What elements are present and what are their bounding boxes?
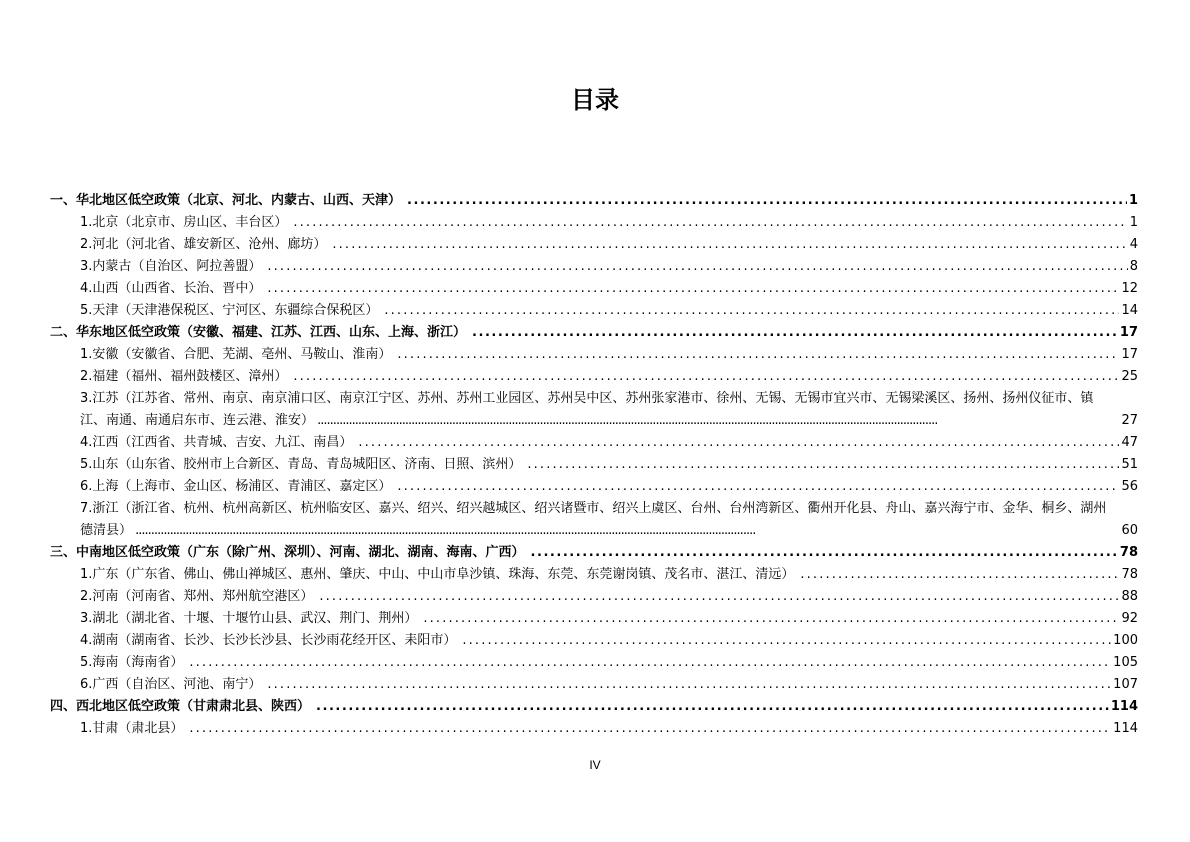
toc-section-entry[interactable] — [50, 190, 1138, 212]
toc-entry-page-number: 100 — [1113, 633, 1138, 648]
toc-dot-leader — [397, 476, 1119, 498]
toc-entry-page-number: 8 — [1129, 259, 1138, 274]
toc-subsection-entry[interactable] — [50, 586, 1138, 608]
toc-dot-leader — [267, 256, 1127, 278]
toc-entry-page-number: 114 — [1110, 699, 1138, 714]
toc-entry-label: 1.广东（广东省、佛山、佛山禅城区、惠州、肇庆、中山、中山市阜沙镇、珠海、东莞、东莞谢岗镇、茂名市、湛江、清远） — [80, 567, 795, 582]
toc-dot-leader — [358, 432, 1119, 454]
toc-entry-label: 三、中南地区低空政策（广东（除广州、深圳）、河南、湖北、湖南、海南、广西） — [50, 545, 525, 560]
toc-dot-leader — [267, 278, 1119, 300]
toc-entry-label: 2.河北（河北省、雄安新区、沧州、廊坊） — [80, 237, 327, 252]
toc-dot-leader: ...................................................................................................................................................................................................... — [314, 413, 938, 428]
toc-entry-page-number: 47 — [1121, 435, 1138, 450]
toc-entry-page-number: 105 — [1113, 655, 1138, 670]
toc-dot-leader — [462, 630, 1111, 652]
toc-entry-page-number: 17 — [1121, 347, 1138, 362]
toc-entry-page-number: 114 — [1113, 721, 1138, 736]
page-title: 目录 — [571, 86, 619, 114]
toc-dot-leader — [293, 366, 1119, 388]
toc-dot-leader — [531, 542, 1118, 564]
toc-dot-leader — [407, 190, 1127, 212]
toc-entry-label: 四、西北地区低空政策（甘肃肃北县、陕西） — [50, 699, 311, 714]
toc-section-entry[interactable] — [50, 542, 1138, 564]
toc-subsection-entry[interactable] — [50, 344, 1138, 366]
toc-dot-leader — [267, 674, 1111, 696]
toc-subsection-entry[interactable] — [50, 476, 1138, 498]
toc-entry-page-number: 78 — [1119, 545, 1138, 560]
toc-subsection-entry[interactable] — [50, 564, 1138, 586]
table-of-contents — [50, 190, 1138, 740]
toc-entry-label: 1.甘肃（肃北县） — [80, 721, 184, 736]
toc-subsection-entry[interactable] — [50, 366, 1138, 388]
toc-entry-label: 5.海南（海南省） — [80, 655, 184, 670]
toc-entry-label: 一、华北地区低空政策（北京、河北、内蒙古、山西、天津） — [50, 193, 402, 208]
toc-subsection-entry[interactable] — [50, 256, 1138, 278]
toc-entry-label: 4.山西（山西省、长治、晋中） — [80, 281, 262, 296]
toc-subsection-entry[interactable] — [50, 454, 1138, 476]
toc-subsection-entry[interactable] — [50, 432, 1138, 454]
toc-dot-leader — [189, 718, 1111, 740]
toc-subsection-entry[interactable] — [50, 652, 1138, 674]
toc-entry-label: 6.上海（上海市、金山区、杨浦区、青浦区、嘉定区） — [80, 479, 392, 494]
toc-entry-page-number: 12 — [1121, 281, 1138, 296]
toc-entry-label: 4.江西（江西省、共青城、吉安、九江、南昌） — [80, 435, 353, 450]
toc-subsection-entry[interactable] — [50, 674, 1138, 696]
toc-subsection-entry[interactable] — [50, 388, 1138, 432]
toc-subsection-entry[interactable] — [50, 212, 1138, 234]
toc-entry-label: 2.福建（福州、福州鼓楼区、漳州） — [80, 369, 288, 384]
toc-dot-leader — [384, 300, 1119, 322]
footer-page-number: IV — [589, 758, 601, 772]
toc-dot-leader — [319, 586, 1119, 608]
toc-dot-leader: ...................................................................................................................................................................................................... — [132, 523, 756, 538]
toc-entry-page-number: 27 — [1121, 413, 1138, 428]
toc-dot-leader — [189, 652, 1111, 674]
toc-entry-label: 3.湖北（湖北省、十堰、十堰竹山县、武汉、荆门、荆州） — [80, 611, 418, 626]
toc-entry-label: 5.天津（天津港保税区、宁河区、东疆综合保税区） — [80, 303, 379, 318]
toc-entry-label: 3.江苏（江苏省、常州、南京、南京浦口区、南京江宁区、苏州、苏州工业园区、苏州吴中区、苏州张家港市、徐州、无锡、无锡市宜兴市、无锡梁溪区、扬州、扬州仪征市、镇江、南通、南通启东市、连云港、淮安） ...................................................................................................................................................................................................... — [80, 391, 1094, 428]
toc-entry-page-number: 17 — [1119, 325, 1138, 340]
toc-entry-page-number: 1 — [1128, 193, 1138, 208]
toc-section-entry[interactable] — [50, 322, 1138, 344]
toc-subsection-entry[interactable] — [50, 630, 1138, 652]
toc-entry-page-number: 4 — [1129, 237, 1138, 252]
toc-subsection-entry[interactable] — [50, 234, 1138, 256]
toc-entry-page-number: 107 — [1113, 677, 1138, 692]
toc-entry-label: 二、华东地区低空政策（安徽、福建、江苏、江西、山东、上海、浙江） — [50, 325, 467, 340]
toc-entry-page-number: 14 — [1121, 303, 1138, 318]
toc-dot-leader — [316, 696, 1109, 718]
toc-dot-leader — [332, 234, 1127, 256]
toc-subsection-entry[interactable] — [50, 300, 1138, 322]
toc-dot-leader — [423, 608, 1119, 630]
toc-entry-label: 3.内蒙古（自治区、阿拉善盟） — [80, 259, 262, 274]
toc-entry-page-number: 25 — [1121, 369, 1138, 384]
toc-dot-leader — [293, 212, 1127, 234]
toc-entry-page-number: 92 — [1121, 611, 1138, 626]
toc-dot-leader — [397, 344, 1119, 366]
toc-entry-page-number: 60 — [1121, 523, 1138, 538]
toc-entry-label: 1.北京（北京市、房山区、丰台区） — [80, 215, 288, 230]
toc-subsection-entry[interactable] — [50, 498, 1138, 542]
toc-entry-page-number: 1 — [1129, 215, 1138, 230]
toc-entry-label: 2.河南（河南省、郑州、郑州航空港区） — [80, 589, 314, 604]
toc-section-entry[interactable] — [50, 696, 1138, 718]
toc-dot-leader — [800, 564, 1119, 586]
toc-entry-label: 6.广西（自治区、河池、南宁） — [80, 677, 262, 692]
toc-entry-page-number: 88 — [1121, 589, 1138, 604]
toc-entry-page-number: 78 — [1121, 567, 1138, 582]
toc-entry-label: 1.安徽（安徽省、合肥、芜湖、亳州、马鞍山、淮南） — [80, 347, 392, 362]
toc-dot-leader — [472, 322, 1118, 344]
toc-dot-leader — [527, 454, 1119, 476]
toc-entry-label: 5.山东（山东省、胶州市上合新区、青岛、青岛城阳区、济南、日照、滨州） — [80, 457, 522, 472]
toc-subsection-entry[interactable] — [50, 278, 1138, 300]
toc-subsection-entry[interactable] — [50, 608, 1138, 630]
toc-entry-page-number: 51 — [1121, 457, 1138, 472]
toc-subsection-entry[interactable] — [50, 718, 1138, 740]
toc-entry-label: 4.湖南（湖南省、长沙、长沙长沙县、长沙雨花经开区、耒阳市） — [80, 633, 457, 648]
toc-entry-label: 7.浙江（浙江省、杭州、杭州高新区、杭州临安区、嘉兴、绍兴、绍兴越城区、绍兴诸暨市、绍兴上虞区、台州、台州湾新区、衢州开化县、舟山、嘉兴海宁市、金华、桐乡、湖州德清县） ...................................................................................................................................................................................................... — [80, 501, 1107, 538]
toc-entry-page-number: 56 — [1121, 479, 1138, 494]
